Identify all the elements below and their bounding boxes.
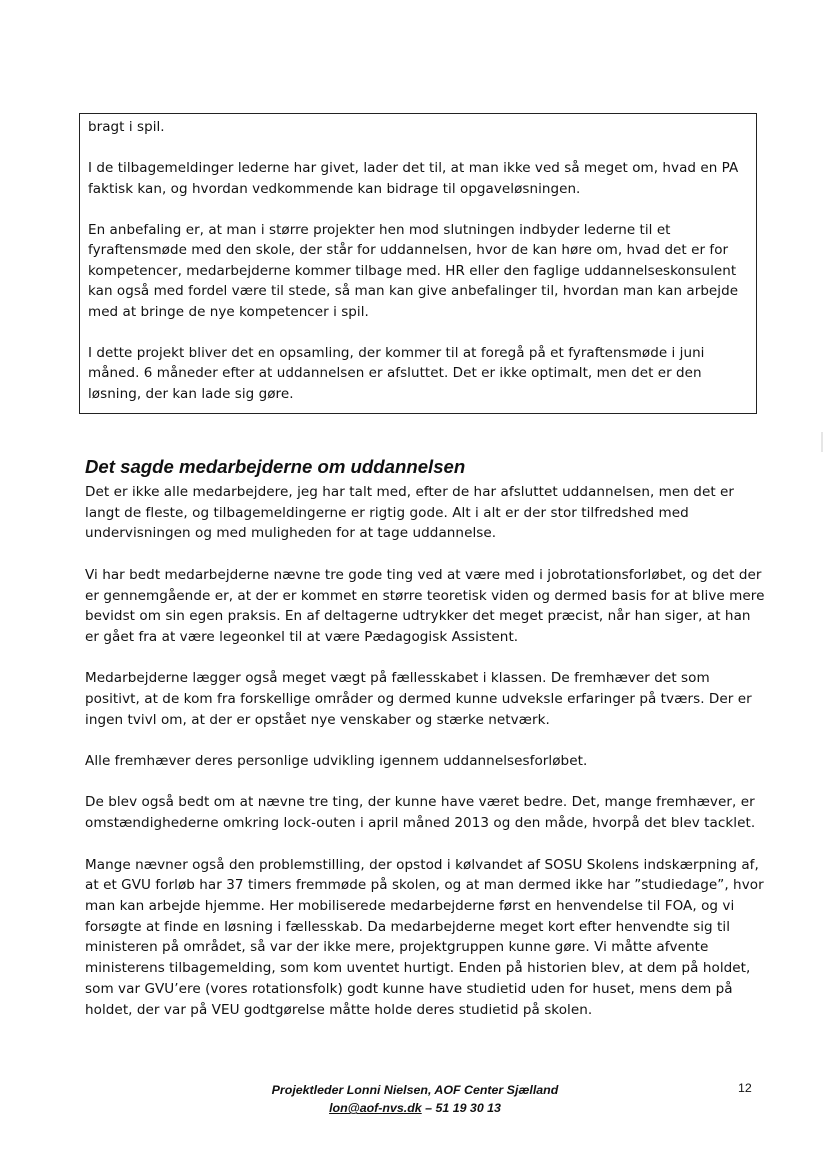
- box-paragraph: bragt i spil.: [88, 119, 165, 135]
- body-paragraph: Det er ikke alle medarbejdere, jeg har talt med, efter de har afsluttet uddannelsen, men det er langt de fleste, og tilbagemeldingerne er rigtig gode. Alt i alt er der stor tilfredshed med undervisningen og med muligheden for at tage uddannelse.: [85, 484, 735, 542]
- page-number: 12: [738, 1081, 752, 1095]
- footer-email-link[interactable]: lon@aof-nvs.dk: [329, 1101, 422, 1115]
- body-paragraph: Mange nævner også den problemstilling, der opstod i kølvandet af SOSU Skolens indskærpning af, at et GVU forløb har 37 timers fremmøde på skolen, og at man dermed ikke har ”studiedage”, hvor man kan arbejde hjemme. Her mobiliserede medarbejderne først en henvendelse til FOA, og vi forsøgte at finde en løsning i fællesskab. Da medarbejderne meget kort efter henvendte sig til ministeren på området, så var der ikke mere, projektgruppen kunne gøre. Vi måtte afvente ministerens tilbagemelding, som kom uventet hurtigt. Enden på historien blev, at dem på holdet, som var GVU’ere (vores rotationsfolk) godt kunne have studietid uden for huset, mens dem på holdet, der var på VEU godtgørelse måtte holde deres studietid på skolen.: [85, 856, 764, 1018]
- box-paragraph: I dette projekt bliver det en opsamling, der kommer til at foregå på et fyraftensmøde i juni måned. 6 måneder efter at uddannelsen er afsluttet. Det er ikke optimalt, men det er den løsning, der kan lade sig gøre.: [88, 344, 705, 402]
- page-footer: [180, 1081, 650, 1117]
- footer-author-line: Projektleder Lonni Nielsen, AOF Center Sjælland: [271, 1083, 559, 1097]
- body-paragraph: Alle fremhæver deres personlige udvikling igennem uddannelsesforløbet.: [85, 753, 588, 770]
- boxed-text-section: [79, 113, 757, 414]
- box-paragraph: En anbefaling er, at man i større projekter hen mod slutningen indbyder lederne til et fyraftensmøde med den skole, der står for uddannelsen, hvor de kan høre om, hvad det er for kompetencer, medarbejderne kommer tilbage med. HR eller den faglige uddannelseskonsulent kan også med fordel være til stede, så man kan give anbefalinger til, hvordan man kan arbejde med at bringe de nye kompetencer i spil.: [88, 221, 739, 320]
- section-heading: Det sagde medarbejderne om uddannelsen: [85, 456, 466, 477]
- body-paragraph: Vi har bedt medarbejderne nævne tre gode ting ved at være med i jobrotationsforløbet, og det der er gennemgående er, at der er kommet en større teoretisk viden og dermed basis for at blive mere bevidst om sin egen praksis. En af deltagerne udtrykker det meget præcist, når han siger, at han er gået fra at være legeonkel til at være Pædagogisk Assistent.: [85, 566, 765, 645]
- footer-phone: – 51 19 30 13: [421, 1101, 501, 1115]
- scan-edge-mark: [821, 432, 823, 452]
- section-body: [85, 482, 765, 1041]
- body-paragraph: Medarbejderne lægger også meget vægt på fællesskabet i klassen. De fremhæver det som positivt, at de kom fra forskellige områder og dermed kunne udveksle erfaringer på tværs. Der er ingen tvivl om, at der er opstået nye venskaber og stærke netværk.: [85, 670, 752, 728]
- footer-contact-line: [180, 1099, 650, 1117]
- box-paragraph: I de tilbagemeldinger lederne har givet, lader det til, at man ikke ved så meget om, hvad en PA faktisk kan, og hvordan vedkommende kan bidrage til opgaveløsningen.: [88, 160, 739, 197]
- body-paragraph: De blev også bedt om at nævne tre ting, der kunne have været bedre. Det, mange fremhæver, er omstændighederne omkring lock-outen i april måned 2013 og den måde, hvorpå det blev tacklet.: [85, 794, 756, 832]
